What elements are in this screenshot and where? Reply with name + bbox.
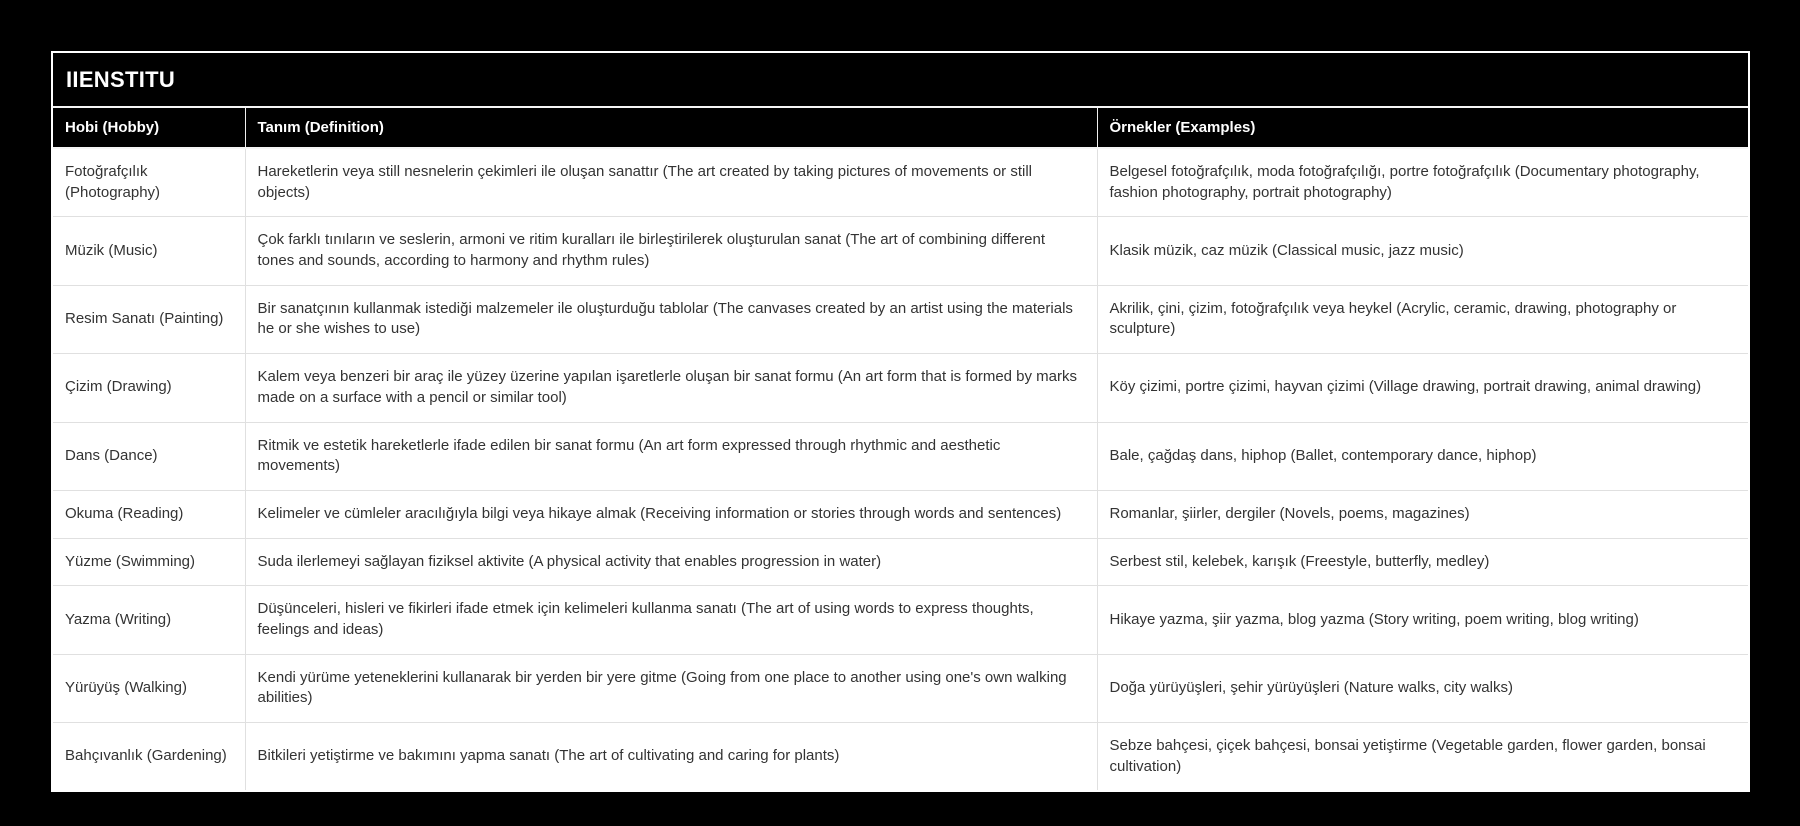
table-row (53, 354, 1748, 422)
cell-definition: Suda ilerlemeyi sağlayan fiziksel aktivite (A physical activity that enables progression in water) (245, 538, 1097, 586)
cell-hobby: Dans (Dance) (53, 422, 245, 490)
hobby-table (53, 108, 1748, 790)
cell-hobby: Okuma (Reading) (53, 490, 245, 538)
table-row (53, 654, 1748, 722)
cell-definition: Bir sanatçının kullanmak istediği malzemeler ile oluşturduğu tablolar (The canvases created by an artist using the materials he or she wishes to use) (245, 285, 1097, 353)
cell-definition: Ritmik ve estetik hareketlerle ifade edilen bir sanat formu (An art form expressed through rhythmic and aesthetic movements) (245, 422, 1097, 490)
brand-title: IIENSTITU (53, 53, 1748, 108)
cell-examples: Akrilik, çini, çizim, fotoğrafçılık veya heykel (Acrylic, ceramic, drawing, photography or sculpture) (1097, 285, 1748, 353)
hobby-table-card (51, 51, 1750, 792)
table-row (53, 538, 1748, 586)
cell-hobby: Yüzme (Swimming) (53, 538, 245, 586)
cell-hobby: Yürüyüş (Walking) (53, 654, 245, 722)
cell-examples: Köy çizimi, portre çizimi, hayvan çizimi (Village drawing, portrait drawing, animal drawing) (1097, 354, 1748, 422)
table-row (53, 422, 1748, 490)
cell-definition: Kalem veya benzeri bir araç ile yüzey üzerine yapılan işaretlerle oluşan bir sanat formu (An art form that is formed by marks made on a surface with a pencil or similar tool) (245, 354, 1097, 422)
column-header-examples: Örnekler (Examples) (1097, 108, 1748, 148)
cell-examples: Romanlar, şiirler, dergiler (Novels, poems, magazines) (1097, 490, 1748, 538)
cell-hobby: Resim Sanatı (Painting) (53, 285, 245, 353)
cell-examples: Sebze bahçesi, çiçek bahçesi, bonsai yetiştirme (Vegetable garden, flower garden, bonsai cultivation) (1097, 723, 1748, 791)
table-body (53, 148, 1748, 790)
table-row (53, 723, 1748, 791)
cell-definition: Kelimeler ve cümleler aracılığıyla bilgi veya hikaye almak (Receiving information or stories through words and sentences) (245, 490, 1097, 538)
cell-hobby: Çizim (Drawing) (53, 354, 245, 422)
table-row (53, 148, 1748, 217)
cell-examples: Hikaye yazma, şiir yazma, blog yazma (Story writing, poem writing, blog writing) (1097, 586, 1748, 654)
table-row (53, 217, 1748, 285)
cell-examples: Serbest stil, kelebek, karışık (Freestyle, butterfly, medley) (1097, 538, 1748, 586)
cell-examples: Klasik müzik, caz müzik (Classical music, jazz music) (1097, 217, 1748, 285)
cell-examples: Belgesel fotoğrafçılık, moda fotoğrafçılığı, portre fotoğrafçılık (Documentary photography, fashion photography, portrait photography) (1097, 148, 1748, 217)
cell-hobby: Yazma (Writing) (53, 586, 245, 654)
cell-hobby: Müzik (Music) (53, 217, 245, 285)
cell-hobby: Bahçıvanlık (Gardening) (53, 723, 245, 791)
cell-definition: Düşünceleri, hisleri ve fikirleri ifade etmek için kelimeleri kullanma sanatı (The art of using words to express thoughts, feelings and ideas) (245, 586, 1097, 654)
cell-definition: Bitkileri yetiştirme ve bakımını yapma sanatı (The art of cultivating and caring for plants) (245, 723, 1097, 791)
column-header-hobby: Hobi (Hobby) (53, 108, 245, 148)
cell-examples: Bale, çağdaş dans, hiphop (Ballet, contemporary dance, hiphop) (1097, 422, 1748, 490)
cell-definition: Kendi yürüme yeteneklerini kullanarak bir yerden bir yere gitme (Going from one place to another using one's own walking abilities) (245, 654, 1097, 722)
cell-examples: Doğa yürüyüşleri, şehir yürüyüşleri (Nature walks, city walks) (1097, 654, 1748, 722)
cell-definition: Çok farklı tınıların ve seslerin, armoni ve ritim kuralları ile birleştirilerek oluşturulan sanat (The art of combining different tones and sounds, according to harmony and rhythm rules) (245, 217, 1097, 285)
table-row (53, 285, 1748, 353)
table-row (53, 490, 1748, 538)
cell-definition: Hareketlerin veya still nesnelerin çekimleri ile oluşan sanattır (The art created by taking pictures of movements or still objects) (245, 148, 1097, 217)
table-row (53, 586, 1748, 654)
cell-hobby: Fotoğrafçılık (Photography) (53, 148, 245, 217)
table-header-row (53, 108, 1748, 148)
column-header-definition: Tanım (Definition) (245, 108, 1097, 148)
